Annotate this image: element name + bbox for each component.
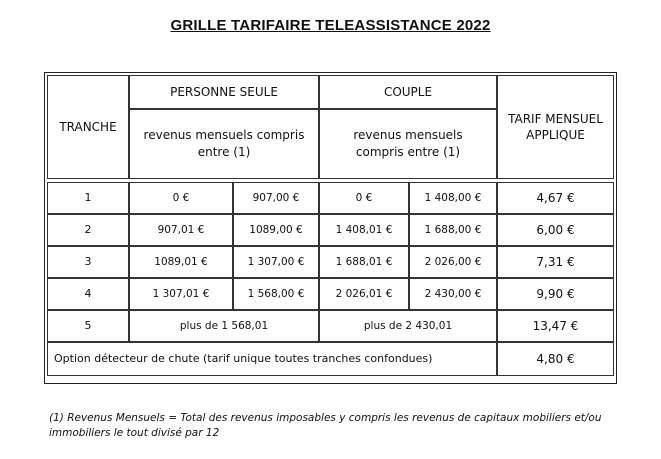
couple-min-cell: 1 408,01 € (319, 214, 409, 246)
table-row (47, 278, 614, 310)
tranche-cell: 3 (47, 246, 129, 278)
couple-min-cell: 0 € (319, 182, 409, 214)
header-couple: COUPLE (319, 75, 497, 109)
ps-max-cell: 1 568,00 € (233, 278, 319, 310)
couple-min-cell: 2 026,01 € (319, 278, 409, 310)
table-row (47, 214, 614, 246)
option-label: Option détecteur de chute (tarif unique toutes tranches confondues) (47, 342, 497, 376)
tranche-cell: 1 (47, 182, 129, 214)
header-revenus-personne: revenus mensuels compris entre (1) (129, 109, 319, 179)
couple-plus-cell: plus de 2 430,01 (319, 310, 497, 342)
ps-min-cell: 0 € (129, 182, 233, 214)
ps-plus-cell: plus de 1 568,01 (129, 310, 319, 342)
ps-max-cell: 1 307,00 € (233, 246, 319, 278)
option-tarif: 4,80 € (497, 342, 614, 376)
tarif-cell: 7,31 € (497, 246, 614, 278)
tranche-cell: 4 (47, 278, 129, 310)
ps-max-cell: 1089,00 € (233, 214, 319, 246)
tarif-cell: 4,67 € (497, 182, 614, 214)
ps-min-cell: 1 307,01 € (129, 278, 233, 310)
table-row (47, 182, 614, 214)
tarif-cell: 6,00 € (497, 214, 614, 246)
header-tarif-mensuel: TARIF MENSUEL APPLIQUE (497, 75, 614, 179)
couple-max-cell: 2 026,00 € (409, 246, 497, 278)
tariff-table (47, 75, 614, 376)
table-row (47, 246, 614, 278)
footnote: (1) Revenus Mensuels = Total des revenus imposables y compris les revenus de capitaux mobiliers et/ou immobiliers le tout divisé par 12 (49, 412, 602, 439)
couple-max-cell: 1 408,00 € (409, 182, 497, 214)
option-row (47, 342, 614, 376)
tranche-cell: 5 (47, 310, 129, 342)
header-personne-seule: PERSONNE SEULE (129, 75, 319, 109)
table-row (47, 310, 614, 342)
ps-min-cell: 907,01 € (129, 214, 233, 246)
ps-min-cell: 1089,01 € (129, 246, 233, 278)
couple-min-cell: 1 688,01 € (319, 246, 409, 278)
page-title: GRILLE TARIFAIRE TELEASSISTANCE 2022 (170, 17, 491, 34)
tarif-cell: 13,47 € (497, 310, 614, 342)
tranche-cell: 2 (47, 214, 129, 246)
ps-max-cell: 907,00 € (233, 182, 319, 214)
couple-max-cell: 1 688,00 € (409, 214, 497, 246)
tarif-cell: 9,90 € (497, 278, 614, 310)
header-tranche: TRANCHE (47, 75, 129, 179)
couple-max-cell: 2 430,00 € (409, 278, 497, 310)
header-revenus-couple: revenus mensuels compris entre (1) (319, 109, 497, 179)
